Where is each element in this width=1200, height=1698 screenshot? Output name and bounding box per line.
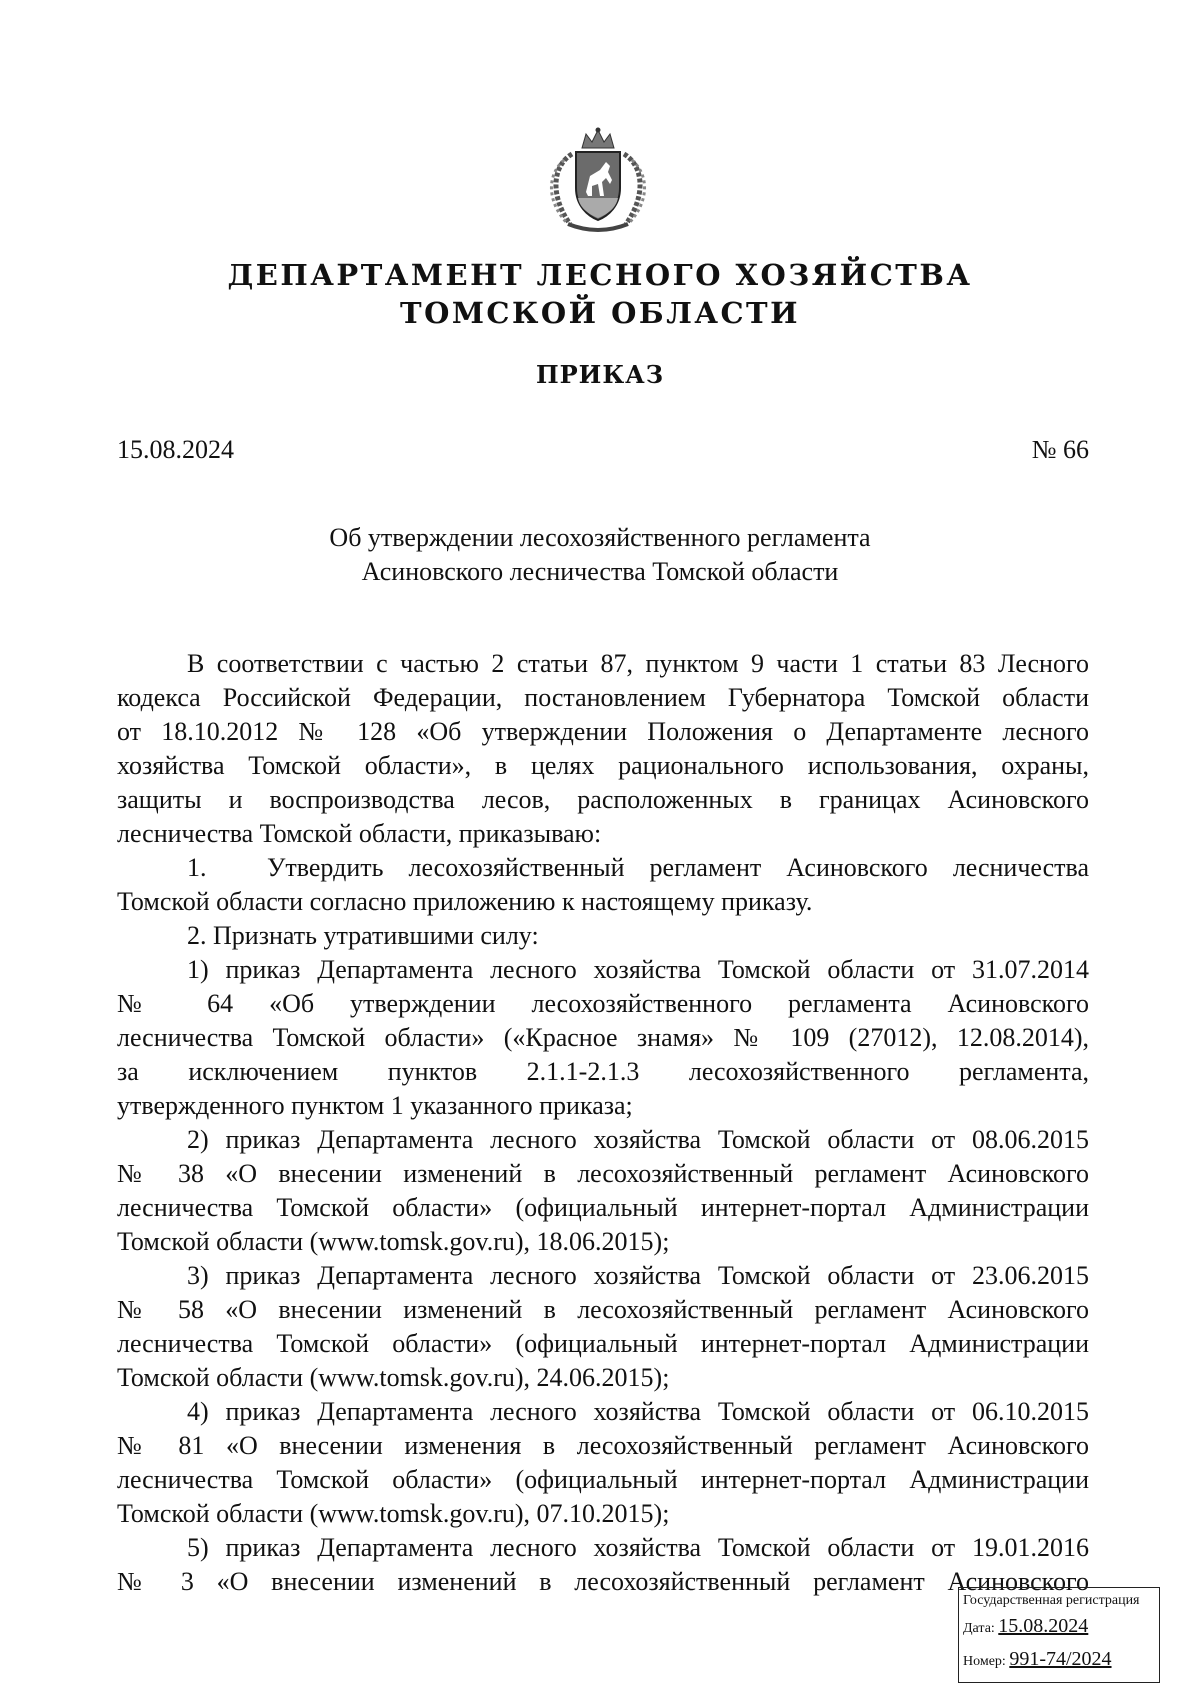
body-line: Томской области (www.tomsk.gov.ru), 07.10.2015);: [117, 1499, 670, 1528]
body-line: кодекса Российской Федерации, постановлением Губернатора Томской области: [117, 683, 1089, 712]
body-line: [117, 851, 1089, 885]
body-line: № 58 «О внесении изменений в лесохозяйственный регламент Асиновского: [117, 1295, 1089, 1324]
body-line: лесничества Томской области» (официальный интернет-портал Администрации: [117, 1329, 1089, 1358]
document-title: [0, 521, 1200, 589]
stamp-heading: Государственная регистрация: [963, 1593, 1140, 1608]
body-line: 2) приказ Департамента лесного хозяйства Томской области от 08.06.2015: [187, 1125, 1089, 1154]
body-line: лесничества Томской области, приказываю:: [117, 819, 602, 848]
body-line: 2. Признать утратившими силу:: [187, 921, 539, 950]
body-line: 5) приказ Департамента лесного хозяйства Томской области от 19.01.2016: [187, 1533, 1089, 1562]
body-line: В соответствии с частью 2 статьи 87, пунктом 9 части 1 статьи 83 Лесного: [187, 649, 1089, 678]
document-type: ПРИКАЗ: [535, 360, 665, 389]
body-line: № 3 «О внесении изменений в лесохозяйственный регламент Асиновского: [117, 1567, 1089, 1596]
title-line: Асиновского лесничества Томской области: [361, 557, 839, 586]
item-number: 1.: [187, 853, 207, 882]
stamp-number-value: 991-74/2024: [1009, 1648, 1112, 1670]
body-line: утвержденного пунктом 1 указанного приказа;: [117, 1091, 633, 1120]
body-line: лесничества Томской области» («Красное знамя» № 109 (27012), 12.08.2014),: [117, 1023, 1089, 1052]
document-number: № 66: [1031, 435, 1089, 464]
title-line: Об утверждении лесохозяйственного регламента: [329, 523, 871, 552]
coat-of-arms-icon: [542, 126, 654, 234]
body-line: от 18.10.2012 № 128 «Об утверждении Положения о Департаменте лесного: [117, 717, 1089, 746]
body-line: Томской области (www.tomsk.gov.ru), 18.06.2015);: [117, 1227, 670, 1256]
stamp-number-row: [963, 1644, 1155, 1677]
stamp-date-label: Дата:: [963, 1621, 995, 1636]
body-line: лесничества Томской области» (официальный интернет-портал Администрации: [117, 1465, 1089, 1494]
stamp-date-row: [963, 1611, 1155, 1644]
document-date: 15.08.2024: [117, 435, 234, 464]
document-body: [117, 647, 1089, 1599]
body-line: защиты и воспроизводства лесов, расположенных в границах Асиновского: [117, 785, 1089, 814]
body-line: 1) приказ Департамента лесного хозяйства Томской области от 31.07.2014: [187, 955, 1089, 984]
body-line: № 81 «О внесении изменения в лесохозяйственный регламент Асиновского: [117, 1431, 1089, 1460]
body-line: лесничества Томской области» (официальный интернет-портал Администрации: [117, 1193, 1089, 1222]
body-line: 4) приказ Департамента лесного хозяйства Томской области от 06.10.2015: [187, 1397, 1089, 1426]
body-line: № 64 «Об утверждении лесохозяйственного регламента Асиновского: [117, 989, 1089, 1018]
body-line: № 38 «О внесении изменений в лесохозяйственный регламент Асиновского: [117, 1159, 1089, 1188]
body-line: 3) приказ Департамента лесного хозяйства Томской области от 23.06.2015: [187, 1261, 1089, 1290]
registration-stamp: [958, 1587, 1160, 1683]
body-line: Томской области (www.tomsk.gov.ru), 24.06.2015);: [117, 1363, 670, 1392]
stamp-date-value: 15.08.2024: [998, 1615, 1089, 1637]
body-line: за исключением пунктов 2.1.1-2.1.3 лесохозяйственного регламента,: [117, 1057, 1089, 1086]
item-text: Утвердить лесохозяйственный регламент Асиновского лесничества: [267, 853, 1089, 882]
organization-name-line2: ТОМСКОЙ ОБЛАСТИ: [399, 296, 801, 330]
organization-name-line1: ДЕПАРТАМЕНТ ЛЕСНОГО ХОЗЯЙСТВА: [227, 258, 973, 292]
body-line: Томской области согласно приложению к настоящему приказу.: [117, 887, 813, 916]
stamp-number-label: Номер:: [963, 1654, 1006, 1669]
body-line: хозяйства Томской области», в целях рационального использования, охраны,: [117, 751, 1089, 780]
